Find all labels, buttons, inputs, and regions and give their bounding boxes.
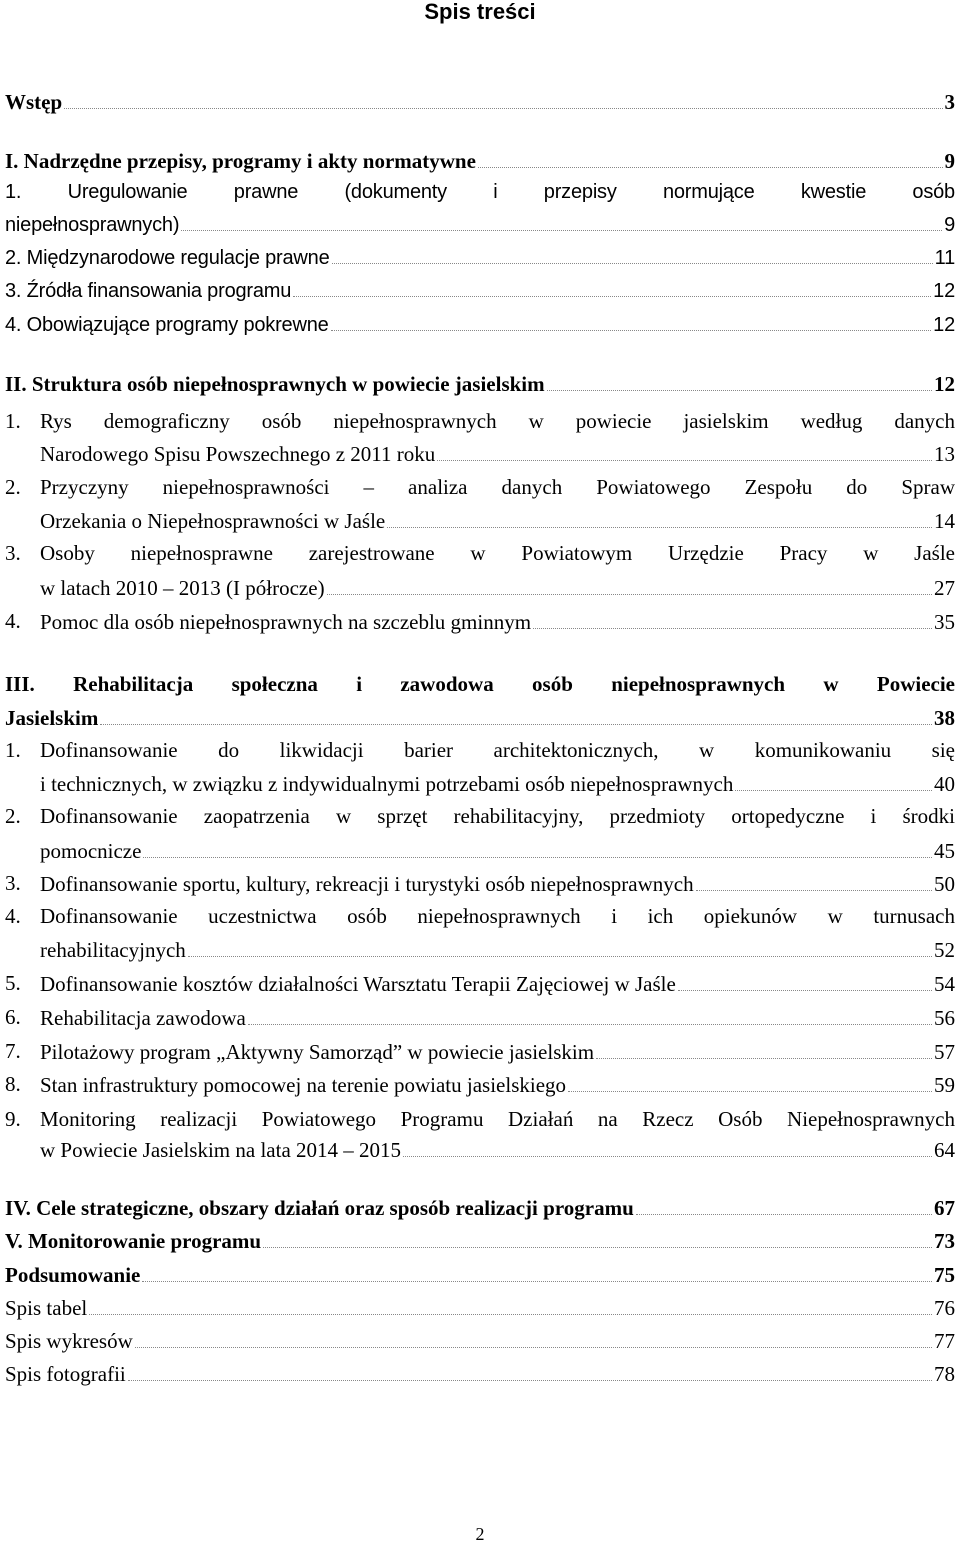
toc-heading-section-5[interactable] <box>5 1225 955 1255</box>
toc-entry-label: Pilotażowy program „Aktywny Samorząd” w powiecie jasielskim <box>40 1040 595 1064</box>
dot-leader <box>735 768 932 791</box>
toc-entry-3-9-line1[interactable]: Monitoring realizacji Powiatowego Programu Działań na Rzecz Osób Niepełnosprawnych <box>40 1107 955 1131</box>
dot-leader <box>293 274 931 297</box>
toc-page-number: 13 <box>934 442 955 466</box>
toc-heading-section-3-line2[interactable] <box>5 702 955 732</box>
toc-page-number: 78 <box>934 1362 955 1386</box>
toc-entry-label: Spis wykresów <box>5 1329 133 1353</box>
toc-entry-label: Spis tabel <box>5 1296 88 1320</box>
toc-page-number: 3 <box>944 90 955 114</box>
toc-entry-label: Narodowego Spisu Powszechnego z 2011 roku <box>40 442 436 466</box>
toc-item-number: 7. <box>5 1039 21 1063</box>
toc-entry-label: 2. Międzynarodowe regulacje prawne <box>5 247 330 269</box>
dot-leader <box>181 208 942 231</box>
toc-entry-label: 3. Źródła finansowania programu <box>5 280 292 302</box>
toc-page-number: 12 <box>934 372 955 396</box>
toc-entry-3-3[interactable] <box>40 868 955 898</box>
dot-leader <box>547 368 932 391</box>
toc-entry-charts[interactable] <box>5 1325 955 1355</box>
dot-leader <box>596 1036 932 1059</box>
toc-item-number: 3. <box>5 871 21 895</box>
toc-item-number: 2. <box>5 475 21 499</box>
toc-entry-2-3-line2[interactable] <box>40 572 955 602</box>
toc-item-number: 8. <box>5 1072 21 1096</box>
dot-leader <box>89 1292 932 1315</box>
dot-leader <box>678 968 932 991</box>
toc-entry-label: pomocnicze <box>40 839 142 863</box>
toc-page-number: 38 <box>934 706 955 730</box>
toc-entry-label: niepełnosprawnych) <box>5 214 180 236</box>
dot-leader <box>403 1134 932 1157</box>
toc-item-number: 2. <box>5 804 21 828</box>
toc-entry-intro[interactable] <box>5 86 955 116</box>
dot-leader <box>100 702 932 725</box>
toc-entry-3-7[interactable] <box>40 1036 955 1066</box>
toc-entry-label: Dofinansowanie sportu, kultury, rekreacji i turystyki osób niepełnosprawnych <box>40 872 694 896</box>
toc-entry-label: rehabilitacyjnych <box>40 938 186 962</box>
toc-entry-label: Wstęp <box>5 90 63 114</box>
toc-page-number: 77 <box>934 1329 955 1353</box>
toc-item-number: 4. <box>5 904 21 928</box>
toc-heading-section-4[interactable] <box>5 1192 955 1222</box>
toc-entry-2-4[interactable] <box>40 606 955 636</box>
toc-page-number: 73 <box>934 1229 955 1253</box>
toc-entry-label: Stan infrastruktury pomocowej na terenie powiatu jasielskiego <box>40 1073 567 1097</box>
toc-entry-2-1-line2[interactable] <box>40 438 955 468</box>
dot-leader <box>696 868 932 891</box>
toc-entry-3-6[interactable] <box>40 1002 955 1032</box>
toc-item-number: 9. <box>5 1107 21 1131</box>
toc-entry-3-9-line2[interactable] <box>40 1134 955 1164</box>
toc-heading-label: IV. Cele strategiczne, obszary działań oraz sposób realizacji programu <box>5 1196 634 1220</box>
toc-entry-3-2-line2[interactable] <box>40 835 955 865</box>
toc-entry-1-2[interactable] <box>5 241 955 271</box>
toc-entry-2-1-line1[interactable]: Rys demograficzny osób niepełnosprawnych w powiecie jasielskim według danych <box>40 409 955 433</box>
toc-page-number: 12 <box>933 280 955 302</box>
toc-entry-1-1-line2[interactable] <box>5 208 955 238</box>
toc-entry-label: Pomoc dla osób niepełnosprawnych na szczeblu gminnym <box>40 610 532 634</box>
toc-page-number: 59 <box>934 1073 955 1097</box>
toc-entry-3-2-line1[interactable]: Dofinansowanie zaopatrzenia w sprzęt rehabilitacyjny, przedmioty ortopedyczne i środki <box>40 804 955 828</box>
toc-entry-label: Rehabilitacja zawodowa <box>40 1006 246 1030</box>
toc-page-number: 52 <box>934 938 955 962</box>
dot-leader <box>135 1325 932 1348</box>
toc-item-number: 3. <box>5 541 21 565</box>
toc-entry-3-4-line1[interactable]: Dofinansowanie uczestnictwa osób niepełnosprawnych i ich opiekunów w turnusach <box>40 904 955 928</box>
toc-entry-3-5[interactable] <box>40 968 955 998</box>
toc-entry-label: 4. Obowiązujące programy pokrewne <box>5 314 329 336</box>
toc-entry-3-1-line2[interactable] <box>40 768 955 798</box>
toc-page-number: 56 <box>934 1006 955 1030</box>
toc-page-number: 64 <box>934 1138 955 1162</box>
toc-entry-1-1-line1[interactable]: 1. Uregulowanie prawne (dokumenty i przepisy normujące kwestie osób <box>5 181 955 203</box>
toc-page-number: 11 <box>934 247 955 269</box>
toc-heading-section-3-line1[interactable]: III. Rehabilitacja społeczna i zawodowa osób niepełnosprawnych w Powiecie <box>5 672 955 696</box>
toc-entry-1-3[interactable] <box>5 274 955 304</box>
dot-leader <box>128 1358 932 1381</box>
toc-heading-label: II. Struktura osób niepełnosprawnych w powiecie jasielskim <box>5 372 545 396</box>
toc-page-number: 67 <box>934 1196 955 1220</box>
toc-item-number: 5. <box>5 971 21 995</box>
toc-item-number: 6. <box>5 1005 21 1029</box>
toc-item-number: 1. <box>5 409 21 433</box>
toc-entry-3-1-line1[interactable]: Dofinansowanie do likwidacji barier architektonicznych, w komunikowaniu się <box>40 738 955 762</box>
dot-leader <box>387 505 932 528</box>
toc-heading-label: V. Monitorowanie programu <box>5 1229 262 1253</box>
toc-page-number: 45 <box>934 839 955 863</box>
page-title: Spis treści <box>424 0 536 24</box>
toc-item-number: 1. <box>5 738 21 762</box>
toc-entry-photos[interactable] <box>5 1358 955 1388</box>
toc-entry-2-2-line1[interactable]: Przyczyny niepełnosprawności – analiza danych Powiatowego Zespołu do Spraw <box>40 475 955 499</box>
dot-leader <box>568 1069 932 1092</box>
toc-heading-section-2[interactable] <box>5 368 955 398</box>
dot-leader <box>248 1002 932 1025</box>
dot-leader <box>142 1259 932 1282</box>
dot-leader <box>533 606 932 629</box>
toc-page-number: 14 <box>934 509 955 533</box>
toc-page-number: 57 <box>934 1040 955 1064</box>
dot-leader <box>478 145 943 168</box>
toc-page-number: 27 <box>934 576 955 600</box>
toc-page-number: 9 <box>944 214 955 236</box>
toc-page-number: 9 <box>944 149 955 173</box>
toc-entry-3-8[interactable] <box>40 1069 955 1099</box>
toc-entry-2-3-line1[interactable]: Osoby niepełnosprawne zarejestrowane w Powiatowym Urzędzie Pracy w Jaśle <box>40 541 955 565</box>
toc-page-number: 40 <box>934 772 955 796</box>
toc-heading-label: Podsumowanie <box>5 1263 141 1287</box>
toc-page-number: 35 <box>934 610 955 634</box>
toc-entry-label: Orzekania o Niepełnosprawności w Jaśle <box>40 509 386 533</box>
toc-entry-label: i technicznych, w związku z indywidualnymi potrzebami osób niepełnosprawnych <box>40 772 734 796</box>
toc-entry-1-4[interactable] <box>5 308 955 338</box>
toc-entry-label: w Powiecie Jasielskim na lata 2014 – 2015 <box>40 1138 402 1162</box>
toc-heading-label: I. Nadrzędne przepisy, programy i akty normatywne <box>5 149 476 173</box>
toc-page-number: 12 <box>933 314 955 336</box>
toc-entry-2-2-line2[interactable] <box>40 505 955 535</box>
page-number: 2 <box>475 1524 485 1544</box>
toc-entry-summary[interactable] <box>5 1259 955 1289</box>
toc-heading-label: Jasielskim <box>5 706 99 730</box>
dot-leader <box>636 1192 932 1215</box>
dot-leader <box>332 241 933 264</box>
toc-page-number: 75 <box>934 1263 955 1287</box>
dot-leader <box>188 934 932 957</box>
toc-entry-label: Spis fotografii <box>5 1362 126 1386</box>
toc-heading-section-1[interactable] <box>5 145 955 175</box>
toc-item-number: 4. <box>5 609 21 633</box>
dot-leader <box>437 438 932 461</box>
dot-leader <box>64 86 942 109</box>
toc-page-number: 54 <box>934 972 955 996</box>
toc-page-number: 76 <box>934 1296 955 1320</box>
toc-entry-3-4-line2[interactable] <box>40 934 955 964</box>
dot-leader <box>331 308 932 331</box>
dot-leader <box>327 572 932 595</box>
toc-entry-label: Dofinansowanie kosztów działalności Warsztatu Terapii Zajęciowej w Jaśle <box>40 972 676 996</box>
toc-entry-tables[interactable] <box>5 1292 955 1322</box>
toc-page-number: 50 <box>934 872 955 896</box>
dot-leader <box>263 1225 932 1248</box>
dot-leader <box>143 835 932 858</box>
toc-entry-label: w latach 2010 – 2013 (I półrocze) <box>40 576 325 600</box>
